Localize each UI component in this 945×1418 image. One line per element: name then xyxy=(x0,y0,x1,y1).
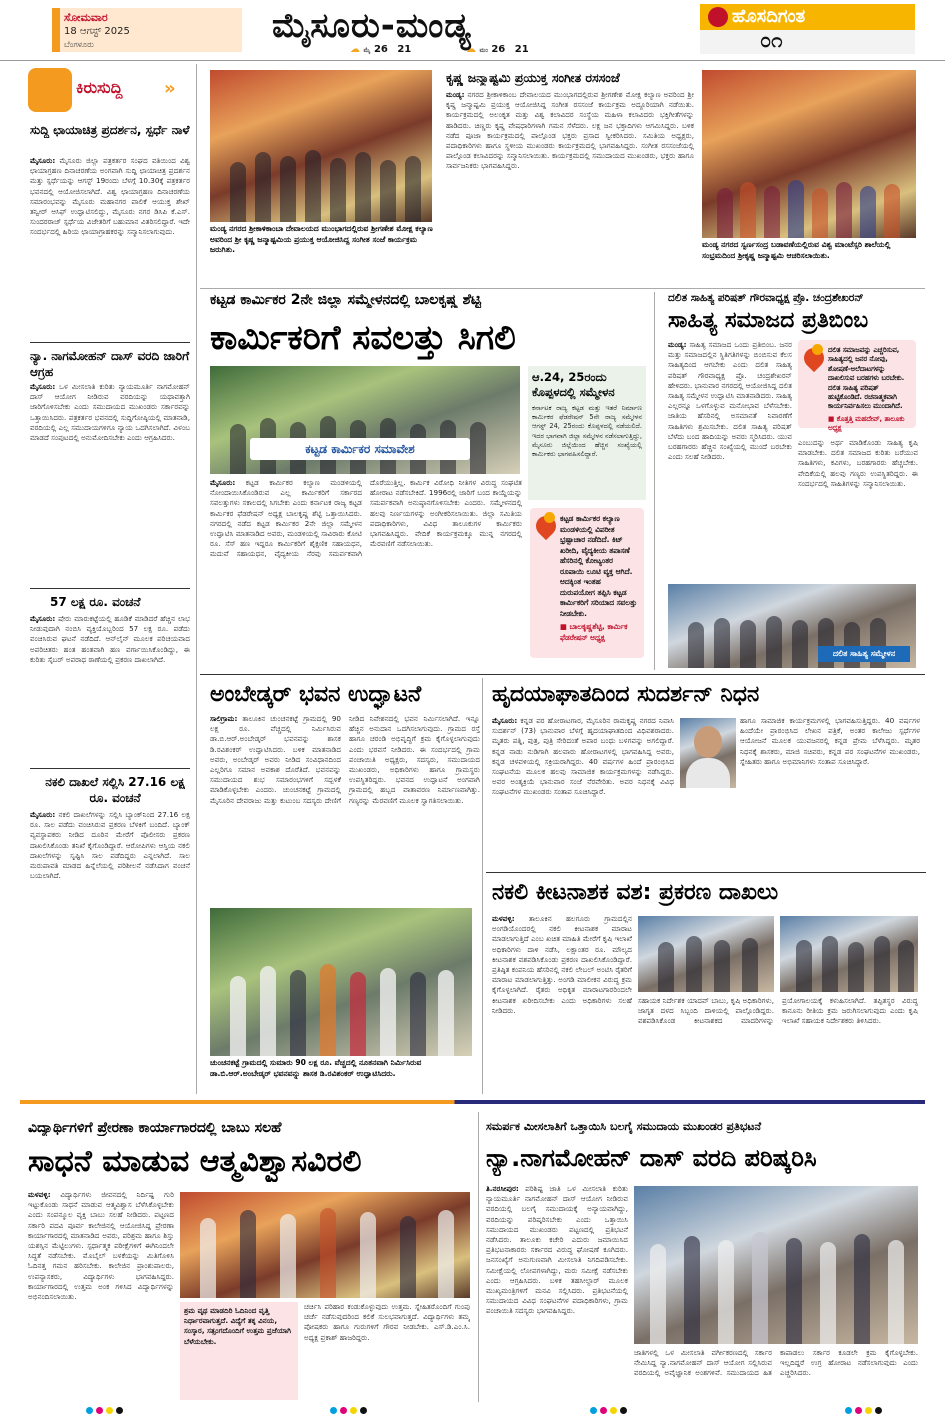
babu-kicker: ವಿದ್ಯಾರ್ಥಿಗಳಿಗೆ ಪ್ರೇರಣಾ ಕಾರ್ಯಾಗಾರದಲ್ಲಿ ಬಾಬು ಸಲಹೆ xyxy=(28,1120,282,1136)
brand-name: ಹೊಸದಿಗಂತ xyxy=(732,6,806,27)
brief-item-title: ನ್ಯಾ. ನಾಗಮೋಹನ್ ದಾಸ್ ವರದಿ ಜಾರಿಗೆ ಆಗ್ರಹ xyxy=(30,349,190,379)
labour-banner: ಕಟ್ಟಡ ಕಾರ್ಮಿಕರ ಸಮಾವೇಶ xyxy=(250,438,470,460)
babu-body-cont: ಚರ್ಚಿಸಿ ಪರಿಹಾರ ಕಂಡುಕೊಳ್ಳುವುದು ಉತ್ತಮ. ಸ್ನೇಹಿತರೊಂದಿಗೆ ಗುಂಪು ಚರ್ಚೆ ನಡೆಸುವುದರಿಂದ ಕಲಿಕೆ ಸುಲಭವಾಗುತ್ತದೆ. ವಿದ್ಯಾರ್ಥಿಗಳು ತಮ್ಮ ಪೋಷಕರು ಹಾಗೂ ಗುರುಗಳಿಗೆ ಗೌರವ ನೀಡಬೇಕು. ಎಸ್.ಡಿ.ಎಂ.ಸಿ. ಅಧ್ಯಕ್ಷ ಪ್ರಕಾಶ್ ಹಾಜರಿದ್ದರು. xyxy=(304,1302,470,1342)
literature-quote-box xyxy=(798,340,916,433)
brief-label-bar xyxy=(28,68,183,112)
babu-quote-box xyxy=(180,1302,298,1400)
literature-body-cont: ಎಂಬುದನ್ನು ಅರ್ಥ ಮಾಡಿಕೊಂಡು ಸಾಹಿತ್ಯ ಕೃಷಿ ಮಾಡಬೇಕು. ದಲಿತ ಸಮಾಜದ ಕುರಿತು ಬರೆಯುವ ಸಾಹಿತಿಗಳು, ಕವಿಗಳು, ಬರಹಗಾರರು ಹೆಚ್ಚಬೇಕು. ವೇದಿಕೆಯಲ್ಲಿ ಹಲವು ಗಣ್ಯರು ಉಪಸ್ಥಿತರಿದ್ದರು. ಈ ಸಂದರ್ಭದಲ್ಲಿ ಸಾಹಿತಿಗಳನ್ನು ಸನ್ಮಾನಿಸಲಾಯಿತು. xyxy=(798,438,918,488)
pesticide-body: ಮಳವಳ್ಳಿ: ತಾಲೂಕಿನ ಹಲಗೂರು ಗ್ರಾಮದಲ್ಲಿನ ಅಂಗಡಿಯೊಂದರಲ್ಲಿ ನಕಲಿ ಕೀಟನಾಶಕ ಮಾರಾಟ ಮಾಡಲಾಗುತ್ತಿದೆ ಎಂಬ ಖಚಿತ ಮಾಹಿತಿ ಮೇರೆಗೆ ಕೃಷಿ ಇಲಾಖೆ ಅಧಿಕಾರಿಗಳು ದಾಳಿ ನಡೆಸಿ, ಲಕ್ಷಾಂತರ ರೂ. ಮೌಲ್ಯದ ಕೀಟನಾಶಕ ವಶಪಡಿಸಿಕೊಂಡು ಪ್ರಕರಣ ದಾಖಲಿಸಿಕೊಂಡಿದ್ದಾರೆ. ಪ್ರತಿಷ್ಠಿತ ಕಂಪನಿಯ ಹೆಸರಿನಲ್ಲಿ ನಕಲಿ ಲೇಬಲ್ ಅಂಟಿಸಿ ರೈತರಿಗೆ ಮಾರಾಟ ಮಾಡಲಾಗುತ್ತಿತ್ತು. ಅಂಗಡಿ ಮಾಲೀಕನ ವಿರುದ್ಧ ಕ್ರಮ ಕೈಗೊಳ್ಳಲಾಗಿದೆ. ರೈತರು ಅಧಿಕೃತ ಮಾರಾಟಗಾರರಿಂದಲೇ ಕೀಟನಾಶಕ ಖರೀದಿಸಬೇಕು ಎಂದು ಅಧಿಕಾರಿಗಳು ಸಲಹೆ ನೀಡಿದರು. xyxy=(492,914,632,1015)
sudarshan-body-cont: ಹಾಗೂ ಸಾಮಾಜಿಕ ಕಾರ್ಯಕ್ರಮಗಳಲ್ಲಿ ಭಾಗವಹಿಸುತ್ತಿದ್ದರು. 40 ವರ್ಷಗಳ ಹಿಂದೆಯೇ ಪ್ರಾರಂಭಿಸಿದ ಲೇಖನ ಪತ್ರಿಕೆ, ಅಂತರ ಕಾಲೇಜು ಸ್ಪರ್ಧೆಗಳ ಆಯೋಜನೆ ಮೂಲಕ ಯುವಜನರಲ್ಲಿ ಕನ್ನಡ ಪ್ರೇಮ ಬೆಳೆಸಿದ್ದರು. ಮೃತರ ನಿಧನಕ್ಕೆ ಶಾಸಕರು, ಮಾಜಿ ಸಚಿವರು, ಕನ್ನಡ ಪರ ಸಂಘಟನೆಗಳ ಮುಖಂಡರು, ಸ್ನೇಹಿತರು ಹಾಗೂ ಅಭಿಮಾನಿಗಳು ಸಂತಾಪ ಸೂಚಿಸಿದ್ದಾರೆ. xyxy=(740,716,920,766)
pesticide-photo-1 xyxy=(638,916,774,992)
ambedkar-body: ಸಾಲಿಗ್ರಾಮ: ತಾಲೂಕಿನ ಚುಂಚನಕಟ್ಟೆ ಗ್ರಾಮದಲ್ಲಿ 90 ಲಕ್ಷ ರೂ. ವೆಚ್ಚದಲ್ಲಿ ನಿರ್ಮಿಸಿರುವ ಡಾ.ಬಿ.ಆರ್.ಅಂಬೇಡ್ಕರ್ ಭವನವನ್ನು ಶಾಸಕ ಡಿ.ರವಿಶಂಕರ್ ಉದ್ಘಾಟಿಸಿದರು. ಬಳಿಕ ಮಾತನಾಡಿದ ಅವರು, ಅಂಬೇಡ್ಕರ್ ಅವರು ನೀಡಿದ ಸಂವಿಧಾನದಿಂದ ಎಲ್ಲರಿಗೂ ಸಮಾನ ಅವಕಾಶ ದೊರೆತಿದೆ. ಭವನವನ್ನು ಸಮುದಾಯದ ಶುಭ ಸಮಾರಂಭಗಳಿಗೆ ಸದ್ಬಳಕೆ ಮಾಡಿಕೊಳ್ಳಬೇಕು ಎಂದರು. ಚುಂಚನಕಟ್ಟೆ ಗ್ರಾಮದಲ್ಲಿ ಮೈಸೂರಿನ ದೇವರಾಜು ಮತ್ತು ಕುಟುಂಬ ಸದಸ್ಯರು ದೇಣಿಗೆ ನೀಡಿದ ನಿವೇಶನದಲ್ಲಿ ಭವನ ನಿರ್ಮಿಸಲಾಗಿದೆ. ಇನ್ನೂ ಹೆಚ್ಚಿನ ಅನುದಾನ ಒದಗಿಸಲಾಗುವುದು. ಗ್ರಾಮದ ರಸ್ತೆ ಹಾಗೂ ಚರಂಡಿ ಅಭಿವೃದ್ಧಿಗೆ ಕ್ರಮ ಕೈಗೊಳ್ಳಲಾಗುವುದು ಎಂದು ಭರವಸೆ ನೀಡಿದರು. ಈ ಸಂದರ್ಭದಲ್ಲಿ ಗ್ರಾಮ ಪಂಚಾಯಿತಿ ಅಧ್ಯಕ್ಷರು, ಸದಸ್ಯರು, ಸಮುದಾಯದ ಮುಖಂಡರು, ಅಧಿಕಾರಿಗಳು ಹಾಗೂ ಗ್ರಾಮಸ್ಥರು ಉಪಸ್ಥಿತರಿದ್ದರು. ಭವನದ ಉದ್ಘಾಟನೆ ಅಂಗವಾಗಿ ಗ್ರಾಮದಲ್ಲಿ ಹಬ್ಬದ ವಾತಾವರಣ ನಿರ್ಮಾಣವಾಗಿತ್ತು. ಗಣ್ಯರನ್ನು ಮೆರವಣಿಗೆ ಮೂಲಕ ಸ್ವಾಗತಿಸಲಾಯಿತು. xyxy=(210,714,480,805)
labour-quote-box xyxy=(530,508,644,658)
brief-item-body: ಮೈಸೂರು: ಮೈಸೂರು ಜಿಲ್ಲಾ ಪತ್ರಕರ್ತರ ಸಂಘದ ವತಿಯಿಂದ ವಿಶ್ವ ಛಾಯಾಗ್ರಹಣ ದಿನಾಚರಣೆಯ ಅಂಗವಾಗಿ ಸುದ್ದಿ ಛಾಯಾಚಿತ್ರ ಪ್ರದರ್ಶನ ಮತ್ತು ಸ್ಪರ್ಧೆಯನ್ನು ಆಗಸ್ಟ್ 19ರಂದು ಬೆಳಗ್ಗೆ 10.30ಕ್ಕೆ ಪತ್ರಕರ್ತರ ಭವನದಲ್ಲಿ ಆಯೋಜಿಸಲಾಗಿದೆ. ವಿಶ್ವ ಛಾಯಾಗ್ರಹಣ ದಿನಾಚರಣೆಯ ಸಮಾರಂಭವನ್ನು ಮೈಸೂರು ಮಹಾನಗರ ಪಾಲಿಕೆ ಆಯುಕ್ತ ಶೇಖ್ ತನ್ವೀರ್ ಆಸಿಫ್ ಉದ್ಘಾಟಿಸಲಿದ್ದು, ಮೈಸೂರು ನಗರ ಡಿಸಿಪಿ ಕೆ.ಎಸ್. ಸುಂದರರಾಜ್ ಸ್ಪರ್ಧೆಯ ವಿಜೇತರಿಗೆ ಬಹುಮಾನ ವಿತರಿಸಲಿದ್ದಾರೆ. ಇದೇ ಸಂದರ್ಭದಲ್ಲಿ ಹಿರಿಯ ಛಾಯಾಗ್ರಾಹಕರನ್ನು ಸನ್ಮಾನಿಸಲಾಗುವುದು. xyxy=(30,156,190,237)
page-number: ೦೧ xyxy=(760,28,783,52)
weather-mandya xyxy=(466,44,529,55)
krishna-photo-caption: ಮಂಡ್ಯ ನಗರದ ಶ್ರೀಕಾಳಿಕಾಂಬಾ ದೇವಾಲಯದ ಮುಂಭಾಗದಲ್ಲಿರುವ ಶ್ರೀಗಣೇಶ ಮೋಕ್ಷ ಕಲ್ಯಾಣ ಅವರಿಂದ ಶ್ರೀ ಕೃಷ್ಣ ಜನ್ಮಾಷ್ಟಮಿಯ ಪ್ರಯುಕ್ತ ಆಯೋಜಿಸಿದ್ದ ಸಂಗೀತ ಸಂಜೆ ಕಾರ್ಯಕ್ರಮ ಜರುಗಿತು. xyxy=(210,224,433,254)
literature-quote: ದಲಿತ ಸಮಾಜವನ್ನು ಎಚ್ಚರಿಸುವ, ಸಾಹಿತ್ಯದಲ್ಲಿ ಜನರ ನೋವು, ಶೋಷಣೆ-ಅಲೆದಾಟಗಳನ್ನು ದಾಖಲಿಸುವ ಬರಹಗಳು ಬರಬೇಕು. ದಲಿತ ಸಾಹಿತ್ಯ ಪರಿಷತ್ ಹುಟ್ಟಿಕೊಂಡಿದೆ. ರಚನಾತ್ಮಕವಾಗಿ ಕಾರ್ಯನಿರ್ವಹಿಸಲು ಮುಂದಾಗಿದೆ. xyxy=(828,346,905,411)
labour-quote-by: ■ ಬಾಲಕೃಷ್ಣಶೆಟ್ಟಿ, ಕಾರ್ಮಿಕ ಫೆಡರೇಷನ್ ಅಧ್ಯಕ್ಷ xyxy=(560,622,628,642)
weather-place: ಮಂ xyxy=(479,47,488,54)
brief-item-body: ಮೈಸೂರು: ಷೇರು ಮಾರುಕಟ್ಟೆಯಲ್ಲಿ ಹೂಡಿಕೆ ಮಾಡಿದರೆ ಹೆಚ್ಚಿನ ಲಾಭ ನೀಡುವುದಾಗಿ ನಂಬಿಸಿ ವ್ಯಕ್ತಿಯೊಬ್ಬರಿಂದ 57 ಲಕ್ಷ ರೂ. ಪಡೆದು ವಂಚಿಸಿರುವ ಘಟನೆ ನಡೆದಿದೆ. ಆನ್‌ಲೈನ್ ಮೂಲಕ ಪರಿಚಯವಾದ ಅಪರಿಚಿತರು ಹಂತ ಹಂತವಾಗಿ ಹಣ ವರ್ಗಾಯಿಸಿಕೊಂಡಿದ್ದು, ಈ ಕುರಿತು ಸೈಬರ್ ಅಪರಾಧ ಠಾಣೆಯಲ್ಲಿ ಪ್ರಕರಣ ದಾಖಲಾಗಿದೆ. xyxy=(30,614,190,664)
brand-logo-icon xyxy=(708,7,728,27)
brief-item-title: 57 ಲಕ್ಷ ರೂ. ವಂಚನೆ xyxy=(50,595,141,609)
brand-box xyxy=(700,4,915,54)
labour-rally-photo xyxy=(210,366,520,474)
weather-min: 21 xyxy=(514,44,529,55)
registration-marks-right xyxy=(590,1407,627,1414)
registration-marks-far-right xyxy=(845,1407,882,1414)
brief-item-title: ನಕಲಿ ದಾಖಲೆ ಸಲ್ಲಿಸಿ 27.16 ಲಕ್ಷ ರೂ. ವಂಚನೆ xyxy=(45,775,185,805)
literature-quote-by: ■ ಕೊತ್ತತ್ತಿ ಮಹದೇವ್, ತಾಲೂಕು ಅಧ್ಯಕ್ಷ xyxy=(828,414,905,433)
krishna-title: ಕೃಷ್ಣ ಜನ್ಮಾಷ್ಟಮಿ ಪ್ರಯುಕ್ತ ಸಂಗೀತ ರಸಸಂಜೆ xyxy=(446,70,620,85)
labour-side-body: ಕರ್ನಾಟಕ ರಾಜ್ಯ ಕಟ್ಟಡ ಮತ್ತು ಇತರೆ ನಿರ್ಮಾಣ ಕಾರ್ಮಿಕರ ಫೆಡರೇಷನ್ 5ನೇ ರಾಜ್ಯ ಸಮ್ಮೇಳನ ಆಗಸ್ಟ್ 24, 25ರಂದು ಕೊಪ್ಪಳದಲ್ಲಿ ನಡೆಯಲಿದೆ. ಇದರ ಭಾಗವಾಗಿ ಜಿಲ್ಲಾ ಸಮ್ಮೇಳನ ನಡೆಸಲಾಗುತ್ತಿದ್ದು, ಮೈಸೂರು ಜಿಲ್ಲೆಯಿಂದ ಹೆಚ್ಚಿನ ಸಂಖ್ಯೆಯಲ್ಲಿ ಕಾರ್ಮಿಕರು ಭಾಗವಹಿಸಲಿದ್ದಾರೆ. xyxy=(532,404,642,459)
edition-title: ಮೈಸೂರು-ಮಂಡ್ಯ xyxy=(272,6,472,46)
sudarshan-headline: ಹೃದಯಾಘಾತದಿಂದ ಸುದರ್ಶನ್ ನಿಧನ xyxy=(492,682,760,707)
weather-max: 26 xyxy=(373,44,388,55)
babu-body: ಮಳವಳ್ಳಿ: ವಿದ್ಯಾರ್ಥಿಗಳು ಜೀವನದಲ್ಲಿ ನಿರ್ದಿಷ್ಟ ಗುರಿ ಇಟ್ಟುಕೊಂಡು ಸಾಧನೆ ಮಾಡುವ ಆತ್ಮವಿಶ್ವಾಸ ಬೆಳೆಸಿಕೊಳ್ಳಬೇಕು ಎಂದು ಸಂಪನ್ಮೂಲ ವ್ಯಕ್ತಿ ಬಾಬು ಸಲಹೆ ನೀಡಿದರು. ಪಟ್ಟಣದ ಸರ್ಕಾರಿ ಪದವಿ ಪೂರ್ವ ಕಾಲೇಜಿನಲ್ಲಿ ಆಯೋಜಿಸಿದ್ದ ಪ್ರೇರಣಾ ಕಾರ್ಯಾಗಾರದಲ್ಲಿ ಮಾತನಾಡಿದ ಅವರು, ಪರಿಶ್ರಮ ಹಾಗೂ ಶಿಸ್ತು ಯಶಸ್ಸಿನ ಮೆಟ್ಟಿಲುಗಳು. ಸ್ಪರ್ಧಾತ್ಮಕ ಪರೀಕ್ಷೆಗಳಿಗೆ ಈಗಿನಿಂದಲೇ ಸಿದ್ಧತೆ ನಡೆಸಬೇಕು. ಮೊಬೈಲ್ ಬಳಕೆಯನ್ನು ಮಿತಿಗೊಳಿಸಿ ಓದಿನತ್ತ ಗಮನ ಹರಿಸಬೇಕು. ಕಾಲೇಜಿನ ಪ್ರಾಂಶುಪಾಲರು, ಉಪನ್ಯಾಸಕರು, ವಿದ್ಯಾರ್ಥಿಗಳು ಭಾಗವಹಿಸಿದ್ದರು. ಕಾರ್ಯಾಗಾರದಲ್ಲಿ ಉತ್ತಮ ಅಂಕ ಗಳಿಸಿದ ವಿದ್ಯಾರ್ಥಿಗಳನ್ನು ಅಭಿನಂದಿಸಲಾಯಿತು. xyxy=(28,1190,174,1302)
literature-headline: ಸಾಹಿತ್ಯ ಸಮಾಜದ ಪ್ರತಿಬಿಂಬ xyxy=(668,308,869,333)
reservation-kicker: ಸಮರ್ಪಕ ಮೀಸಲಾತಿಗೆ ಒತ್ತಾಯಿಸಿ ಬಲಗೈ ಸಮುದಾಯ ಮುಖಂಡರ ಪ್ರತಿಭಟನೆ xyxy=(486,1120,762,1133)
babu-workshop-photo xyxy=(180,1192,470,1298)
registration-marks-center xyxy=(330,1407,367,1414)
cloud-icon: ☁ xyxy=(350,44,360,55)
city: ಬೆಂಗಳೂರು xyxy=(64,40,94,49)
krishna-photo2-caption: ಮಂಡ್ಯ ನಗರದ ಸ್ವರ್ಣಸಂದ್ರ ಬಡಾವಣೆಯಲ್ಲಿರುವ ವಿಶ್ವ ಮಾಂಟೆಸ್ಸರಿ ಶಾಲೆಯಲ್ಲಿ ಸಂಭ್ರಮದಿಂದ ಶ್ರೀಕೃಷ್ಣ ಜನ್ಮಾಷ್ಟಮಿ ಆಚರಿಸಲಾಯಿತು. xyxy=(702,240,891,260)
labour-side-title: ಆ.24, 25ರಂದು ಕೊಪ್ಪಳದಲ್ಲಿ ಸಮ್ಮೇಳನ xyxy=(532,370,615,399)
sudarshan-portrait xyxy=(680,718,736,788)
ambedkar-caption: ಚುಂಚನಕಟ್ಟೆ ಗ್ರಾಮದಲ್ಲಿ ಸುಮಾರು 90 ಲಕ್ಷ ರೂ. ವೆಚ್ಚದಲ್ಲಿ ನೂತನವಾಗಿ ನಿರ್ಮಿಸಿರುವ ಡಾ.ಬಿ.ಆರ್.ಅಂಬೇಡ್ಕರ್ ಭವನವನ್ನು ಶಾಸಕ ಡಿ.ರವಿಶಂಕರ್ ಉದ್ಘಾಟಿಸಿದರು. xyxy=(210,1058,422,1078)
labour-headline: ಕಾರ್ಮಿಕರಿಗೆ ಸವಲತ್ತು ಸಿಗಲಿ xyxy=(210,318,516,358)
pesticide-body-cont: ಸಹಾಯಕ ನಿರ್ದೇಶಕ ಯಾದವ್ ಬಾಬು, ಕೃಷಿ ಅಧಿಕಾರಿಗಳು, ಜಾಗೃತ ದಳದ ಸಿಬ್ಬಂದಿ ದಾಳಿಯಲ್ಲಿ ಪಾಲ್ಗೊಂಡಿದ್ದರು. ವಶಪಡಿಸಿಕೊಂಡ ಕೀಟನಾಶಕದ ಮಾದರಿಗಳನ್ನು ಪ್ರಯೋಗಾಲಯಕ್ಕೆ ಕಳುಹಿಸಲಾಗಿದೆ. ತಪ್ಪಿತಸ್ಥರ ವಿರುದ್ಧ ಕಾನೂನು ರೀತಿಯ ಕ್ರಮ ಜರುಗಿಸಲಾಗುವುದು ಎಂದು ಕೃಷಿ ಇಲಾಖೆ ಸಹಾಯಕ ನಿರ್ದೇಶಕರು ತಿಳಿಸಿದರು. xyxy=(638,996,918,1026)
weekday: ಸೋಮವಾರ xyxy=(64,11,108,24)
reservation-body: ತಿ.ನರಸೀಪುರ: ಪರಿಶಿಷ್ಟ ಜಾತಿ ಒಳ ಮೀಸಲಾತಿ ಕುರಿತು ನ್ಯಾಯಮೂರ್ತಿ ನಾಗಮೋಹನ್ ದಾಸ್ ಆಯೋಗ ನೀಡಿರುವ ವರದಿಯಲ್ಲಿ ಬಲಗೈ ಸಮುದಾಯಕ್ಕೆ ಅನ್ಯಾಯವಾಗಿದ್ದು, ವರದಿಯನ್ನು ಪರಿಷ್ಕರಿಸಬೇಕು ಎಂದು ಒತ್ತಾಯಿಸಿ ಸಮುದಾಯದ ಮುಖಂಡರು ಪಟ್ಟಣದಲ್ಲಿ ಪ್ರತಿಭಟನೆ ನಡೆಸಿದರು. ತಾಲೂಕು ಕಚೇರಿ ಎದುರು ಜಮಾಯಿಸಿದ ಪ್ರತಿಭಟನಾಕಾರರು ಸರ್ಕಾರದ ವಿರುದ್ಧ ಘೋಷಣೆ ಕೂಗಿದರು. ಜನಸಂಖ್ಯೆಗೆ ಅನುಗುಣವಾಗಿ ಮೀಸಲಾತಿ ನಿಗದಿಪಡಿಸಬೇಕು. ಸಮೀಕ್ಷೆಯಲ್ಲಿ ಲೋಪಗಳಾಗಿದ್ದು, ಮರು ಸಮೀಕ್ಷೆ ನಡೆಸಬೇಕು ಎಂದು ಆಗ್ರಹಿಸಿದರು. ಬಳಿಕ ತಹಸೀಲ್ದಾರ್ ಮೂಲಕ ಮುಖ್ಯಮಂತ್ರಿಗಳಿಗೆ ಮನವಿ ಸಲ್ಲಿಸಿದರು. ಪ್ರತಿಭಟನೆಯಲ್ಲಿ ಸಮುದಾಯದ ವಿವಿಧ ಸಂಘಟನೆಗಳ ಪದಾಧಿಕಾರಿಗಳು, ಗ್ರಾಮ ಪಂಚಾಯಿತಿ ಸದಸ್ಯರು ಭಾಗವಹಿಸಿದ್ದರು. xyxy=(486,1184,628,1316)
babu-headline: ಸಾಧನೆ ಮಾಡುವ ಆತ್ಮವಿಶ್ವಾಸವಿರಲಿ xyxy=(28,1144,362,1179)
brief-column xyxy=(20,64,193,1094)
reservation-headline: ನ್ಯಾ.ನಾಗಮೋಹನ್ ದಾಸ್ ವರದಿ ಪರಿಷ್ಕರಿಸಿ xyxy=(486,1144,817,1172)
reservation-body-cont: ಜಾತಿಗಳಲ್ಲಿ ಒಳ ಮೀಸಲಾತಿ ವರ್ಗೀಕರಣದಲ್ಲಿ ಸರ್ಕಾರ ನೇಮಿಸಿದ್ದ ನ್ಯಾ.ನಾಗಮೋಹನ್ ದಾಸ್ ಆಯೋಗ ಸಲ್ಲಿಸಿರುವ ವರದಿಯಲ್ಲಿ ಅವೈಜ್ಞಾನಿಕ ಅಂಶಗಳಿವೆ. ಸಮುದಾಯದ ಹಿತ ಕಾಪಾಡಲು ಸರ್ಕಾರ ಕೂಡಲೇ ಕ್ರಮ ಕೈಗೊಳ್ಳಬೇಕು. ಇಲ್ಲದಿದ್ದರೆ ಉಗ್ರ ಹೋರಾಟ ನಡೆಸಲಾಗುವುದು ಎಂದು ಎಚ್ಚರಿಸಿದರು. xyxy=(634,1348,918,1378)
hand-icon xyxy=(28,68,72,112)
brief-item-body: ಮೈಸೂರು: ಒಳ ಮೀಸಲಾತಿ ಕುರಿತು ನ್ಯಾಯಮೂರ್ತಿ ನಾಗಮೋಹನ್ ದಾಸ್ ಆಯೋಗ ನೀಡಿರುವ ವರದಿಯನ್ನು ಯಥಾವತ್ತಾಗಿ ಜಾರಿಗೊಳಿಸಬೇಕು ಎಂದು ಸಮುದಾಯದ ಮುಖಂಡರು ಸರ್ಕಾರವನ್ನು ಒತ್ತಾಯಿಸಿದರು. ಪತ್ರಕರ್ತರ ಭವನದಲ್ಲಿ ಸುದ್ದಿಗೋಷ್ಠಿಯಲ್ಲಿ ಮಾತನಾಡಿ, ವರದಿಯಲ್ಲಿ ಎಲ್ಲ ಸಮುದಾಯಗಳಿಗೂ ನ್ಯಾಯ ಒದಗಿಸಲಾಗಿದೆ. ವಿಳಂಬ ಮಾಡದೆ ಸಂಪುಟದಲ್ಲಿ ಅನುಮೋದಿಸಬೇಕು ಎಂದು ಆಗ್ರಹಿಸಿದರು. xyxy=(30,382,190,443)
labour-body: ಮೈಸೂರು: ಕಟ್ಟಡ ಕಾರ್ಮಿಕರ ಕಲ್ಯಾಣ ಮಂಡಳಿಯಲ್ಲಿ ನೋಂದಾಯಿಸಿಕೊಂಡಿರುವ ಎಲ್ಲ ಕಾರ್ಮಿಕರಿಗೆ ಸರ್ಕಾರದ ಸವಲತ್ತುಗಳು ಸಕಾಲದಲ್ಲಿ ಸಿಗಬೇಕು ಎಂದು ಕರ್ನಾಟಕ ರಾಜ್ಯ ಕಟ್ಟಡ ಕಾರ್ಮಿಕರ ಫೆಡರೇಷನ್ ಅಧ್ಯಕ್ಷ ಬಾಲಕೃಷ್ಣ ಶೆಟ್ಟಿ ಒತ್ತಾಯಿಸಿದರು. ನಗರದಲ್ಲಿ ನಡೆದ ಕಟ್ಟಡ ಕಾರ್ಮಿಕರ 2ನೇ ಜಿಲ್ಲಾ ಸಮ್ಮೇಳನ ಉದ್ಘಾಟಿಸಿ ಮಾತನಾಡಿದ ಅವರು, ಮಂಡಳಿಯಲ್ಲಿ ಸಾವಿರಾರು ಕೋಟಿ ರೂ. ಸೆಸ್ ಹಣ ಇದ್ದರೂ ಕಾರ್ಮಿಕರಿಗೆ ಶೈಕ್ಷಣಿಕ ಸಹಾಯಧನ, ಮದುವೆ ಸಹಾಯಧನ, ವೈದ್ಯಕೀಯ ನೆರವು ಸಮರ್ಪಕವಾಗಿ ದೊರೆಯುತ್ತಿಲ್ಲ. ಕಾರ್ಮಿಕ ವಿರೋಧಿ ನೀತಿಗಳ ವಿರುದ್ಧ ಸಂಘಟಿತ ಹೋರಾಟ ನಡೆಸಬೇಕಿದೆ. 1996ರಲ್ಲಿ ಜಾರಿಗೆ ಬಂದ ಕಾಯ್ದೆಯನ್ನು ಸಮರ್ಪಕವಾಗಿ ಅನುಷ್ಠಾನಗೊಳಿಸಬೇಕು ಎಂದರು. ಸಮ್ಮೇಳನದಲ್ಲಿ ಹಲವು ನಿರ್ಣಯಗಳನ್ನು ಅಂಗೀಕರಿಸಲಾಯಿತು. ಜಿಲ್ಲಾ ಸಮಿತಿಯ ಪದಾಧಿಕಾರಿಗಳು, ವಿವಿಧ ತಾಲೂಕುಗಳ ಕಾರ್ಮಿಕರು ಭಾಗವಹಿಸಿದ್ದರು. ವೇದಿಕೆ ಕಾರ್ಯಕ್ರಮಕ್ಕೂ ಮುನ್ನ ನಗರದಲ್ಲಿ ಮೆರವಣಿಗೆ ನಡೆಸಲಾಯಿತು. xyxy=(210,478,522,559)
brief-item-body: ಮೈಸೂರು: ನಕಲಿ ದಾಖಲೆಗಳನ್ನು ಸಲ್ಲಿಸಿ ಬ್ಯಾಂಕ್‌ನಿಂದ 27.16 ಲಕ್ಷ ರೂ. ಸಾಲ ಪಡೆದು ವಂಚಿಸಿರುವ ಪ್ರಕರಣ ಬೆಳಕಿಗೆ ಬಂದಿದೆ. ಬ್ಯಾಂಕ್ ವ್ಯವಸ್ಥಾಪಕರು ನೀಡಿದ ದೂರಿನ ಮೇರೆಗೆ ಪೊಲೀಸರು ಪ್ರಕರಣ ದಾಖಲಿಸಿಕೊಂಡು ತನಿಖೆ ಕೈಗೊಂಡಿದ್ದಾರೆ. ಆರೋಪಿಗಳು ಆಸ್ತಿಯ ನಕಲಿ ದಾಖಲೆಗಳನ್ನು ಸೃಷ್ಟಿಸಿ ಸಾಲ ಪಡೆದಿದ್ದರು ಎನ್ನಲಾಗಿದೆ. ಸಾಲ ಮರುಪಾವತಿ ಮಾಡದ ಹಿನ್ನೆಲೆಯಲ್ಲಿ ಪರಿಶೀಲನೆ ನಡೆಸಿದಾಗ ವಂಚನೆ ಬಯಲಾಗಿದೆ. xyxy=(30,810,190,881)
literature-body: ಮಂಡ್ಯ: ಸಾಹಿತ್ಯ ಸಮಾಜದ ಒಂದು ಪ್ರತಿಬಿಂಬ. ಜನರ ಮತ್ತು ಸಮಾಜದಲ್ಲಿನ ಸ್ಥಿತಿಗತಿಗಳನ್ನು ಬಿಂಬಿಸುವ ಕೆಲಸ ಸಾಹಿತ್ಯದಿಂದ ಆಗಬೇಕು ಎಂದು ದಲಿತ ಸಾಹಿತ್ಯ ಪರಿಷತ್ ಗೌರವಾಧ್ಯಕ್ಷ ಪ್ರೊ. ಚಂದ್ರಶೇಖರನ್ ಹೇಳಿದರು. ಭಾನುವಾರ ನಗರದಲ್ಲಿ ಆಯೋಜಿಸಿದ್ದ ದಲಿತ ಸಾಹಿತ್ಯ ಸಮ್ಮೇಳನ ಉದ್ಘಾಟಿಸಿ ಮಾತನಾಡಿದರು. ಸಾಹಿತ್ಯ ಎಲ್ಲರನ್ನೂ ಒಳಗೊಳ್ಳುವ ಮನೋಭಾವ ಬೆಳೆಸಬೇಕು. ಜಾತಿಯ ಹೆಸರಿನಲ್ಲಿ ಅಸಮಾನತೆ ನಿವಾರಣೆಗೆ ಸಾಹಿತಿಗಳು ಶ್ರಮಿಸಬೇಕು. ದಲಿತ ಸಾಹಿತ್ಯ ಪರಿಷತ್ ಬೆಳೆದು ಬಂದ ಹಾದಿಯನ್ನು ಅವರು ಸ್ಮರಿಸಿದರು. ಯುವ ಬರಹಗಾರರು ಹೆಚ್ಚಿನ ಸಂಖ್ಯೆಯಲ್ಲಿ ಮುಂದೆ ಬರಬೇಕು ಎಂದು ಸಲಹೆ ನೀಡಿದರು. xyxy=(668,340,792,462)
babu-quote: ಶ್ರಮ ವೃಥ ಮಾಡದಿರಿ ಓದಿನಿಂದ ವೃತ್ತಿ ನಿರ್ಧಾರವಾಗುತ್ತದೆ. ವಿದ್ಯೆಗೆ ತಕ್ಕ ವಿನಯ, ಸಂಸ್ಕಾರ, ಸತ್ಸಂಗದೊಂದಿಗೆ ಉತ್ತಮ ಪ್ರಜೆಯಾಗಿ ಬೆಳೆಯಬೇಕು. xyxy=(184,1306,292,1346)
literature-kicker: ದಲಿತ ಸಾಹಿತ್ಯ ಪರಿಷತ್ ಗೌರವಾಧ್ಯಕ್ಷ ಪ್ರೊ. ಚಂದ್ರಶೇಖರನ್ xyxy=(668,292,864,304)
literature-banner: ದಲಿತ ಸಾಹಿತ್ಯ ಸಮ್ಮೇಳನ xyxy=(818,646,910,662)
krishna-photo-school xyxy=(702,70,916,238)
pesticide-photo-2 xyxy=(780,916,918,992)
weather-min: 21 xyxy=(397,44,412,55)
krishna-photo-temple xyxy=(210,70,432,222)
section-divider xyxy=(20,1100,925,1104)
brief-label: ಕಿರುಸುದ್ದಿ xyxy=(76,78,123,97)
ambedkar-headline: ಅಂಬೇಡ್ಕರ್ ಭವನ ಉದ್ಘಾಟನೆ xyxy=(210,682,422,707)
chevron-right-icon: » xyxy=(164,78,176,99)
labour-side-box xyxy=(528,366,646,500)
weather-mysuru xyxy=(350,44,411,55)
labour-kicker: ಕಟ್ಟಡ ಕಾರ್ಮಿಕರ 2ನೇ ಜಿಲ್ಲಾ ಸಮ್ಮೇಳನದಲ್ಲಿ ಬಾಲಕೃಷ್ಣ ಶೆಟ್ಟಿ xyxy=(210,292,482,308)
masthead xyxy=(0,0,945,58)
ambedkar-photo xyxy=(210,908,472,1056)
literature-event-photo xyxy=(668,584,916,668)
pesticide-headline: ನಕಲಿ ಕೀಟನಾಶಕ ವಶ: ಪ್ರಕರಣ ದಾಖಲು xyxy=(492,880,779,905)
cloud-icon: ☁ xyxy=(466,44,476,55)
weather-max: 26 xyxy=(491,44,506,55)
sudarshan-body: ಮೈಸೂರು: ಕನ್ನಡ ಪರ ಹೋರಾಟಗಾರ, ಮೈಸೂರಿನ ರಾಮಕೃಷ್ಣ ನಗರದ ನಿವಾಸಿ ಸುದರ್ಶನ್ (73) ಭಾನುವಾರ ಬೆಳಗ್ಗೆ ಹೃದಯಾಘಾತದಿಂದ ವಿಧಿವಶರಾದರು. ಮೃತರು ಪತ್ನಿ, ಪುತ್ರ, ಪುತ್ರಿ ಸೇರಿದಂತೆ ಅಪಾರ ಬಂಧು ಬಳಗವನ್ನು ಅಗಲಿದ್ದಾರೆ. ಕನ್ನಡ ನಾಡು ನುಡಿಗಾಗಿ ಹಲವಾರು ಹೋರಾಟಗಳಲ್ಲಿ ಭಾಗವಹಿಸಿದ್ದ ಅವರು, ಕನ್ನಡ ಚಳವಳಿಯಲ್ಲಿ ಸಕ್ರಿಯರಾಗಿದ್ದರು. 40 ವರ್ಷಗಳ ಹಿಂದೆ ಪ್ರಾರಂಭಿಸಿದ ಸಂಘಟನೆಯ ಮೂಲಕ ಹಲವು ಸಾಮಾಜಿಕ ಕಾರ್ಯಕ್ರಮಗಳನ್ನು ನಡೆಸಿದ್ದರು. ಅವರ ಅಂತ್ಯಕ್ರಿಯೆ ಭಾನುವಾರ ಸಂಜೆ ನೆರವೇರಿತು. ಅವರ ನಿಧನಕ್ಕೆ ವಿವಿಧ ಸಂಘಟನೆಗಳ ಮುಖಂಡರು ಸಂತಾಪ ಸೂಚಿಸಿದ್ದಾರೆ. xyxy=(492,716,674,797)
krishna-body: ಮಂಡ್ಯ: ನಗರದ ಶ್ರೀಕಾಳಿಕಾಂಬ ದೇವಾಲಯದ ಮುಂಭಾಗದಲ್ಲಿರುವ ಶ್ರೀಗಣೇಶ ಮೋಕ್ಷ ಕಲ್ಯಾಣ ಅವರಿಂದ ಶ್ರೀ ಕೃಷ್ಣ ಜನ್ಮಾಷ್ಟಮಿ ಪ್ರಯುಕ್ತ ಆಯೋಜಿಸಿದ್ದ ಸಂಗೀತ ರಸಸಂಜೆ ಕಾರ್ಯಕ್ರಮ ಅದ್ದೂರಿಯಾಗಿ ನಡೆಯಿತು. ಕಾರ್ಯಕ್ರಮದಲ್ಲಿ ಅಲಂಕೃತ ಮತ್ತು ವಿಶ್ವ ಕಲಾವಿದರ ಸಂಸ್ಥೆಯ ಮಹಿಳಾ ಕಲಾವಿದರು ಭಕ್ತಿಗೀತೆಗಳನ್ನು ಹಾಡಿದರು. ಚಿಣ್ಣರು ಕೃಷ್ಣ ವೇಷಧಾರಿಗಳಾಗಿ ಗಮನ ಸೆಳೆದರು. ಲಕ್ಷ ಜನ ಭಕ್ತಾದಿಗಳು ಆಗಮಿಸಿದ್ದರು. ಬಳಿಕ ನಡೆದ ಪೂಜಾ ಕಾರ್ಯಕ್ರಮದಲ್ಲಿ ಪಾಲ್ಗೊಂಡ ಭಕ್ತರು ಪ್ರಸಾದ ಸ್ವೀಕರಿಸಿದರು. ಸಮಿತಿಯ ಅಧ್ಯಕ್ಷರು, ಪದಾಧಿಕಾರಿಗಳು ಹಾಗೂ ಸ್ಥಳೀಯ ಮುಖಂಡರು ಕಾರ್ಯಕ್ರಮದಲ್ಲಿ ಭಾಗವಹಿಸಿದ್ದರು. ಸಂಗೀತ ರಸಸಂಜೆಯಲ್ಲಿ ಪಾಲ್ಗೊಂಡ ಕಲಾವಿದರನ್ನು ಸನ್ಮಾನಿಸಲಾಯಿತು. ಕಾರ್ಯಕ್ರಮದಲ್ಲಿ ಸಮುದಾಯದ ಮುಖಂಡರು, ಭಕ್ತರು ಹಾಗೂ ಸಾರ್ವಜನಿಕರು ಭಾಗವಹಿಸಿದ್ದರು. xyxy=(446,90,694,171)
registration-marks-left xyxy=(86,1407,123,1414)
weather-place: ಮೈ xyxy=(363,47,371,54)
reservation-protest-photo xyxy=(634,1186,918,1344)
date-box xyxy=(52,8,242,52)
issue-date: 18 ಆಗಸ್ಟ್ 2025 xyxy=(64,26,130,37)
labour-quote: ಕಟ್ಟಡ ಕಾರ್ಮಿಕರ ಕಲ್ಯಾಣ ಮಂಡಳಿಯಲ್ಲಿ ವಿಪರೀತ ಭ್ರಷ್ಟಾಚಾರ ನಡೆದಿದೆ. ಕಿಟ್ ಖರೀದಿ, ವೈದ್ಯಕೀಯ ತಪಾಸಣೆ ಹೆಸರಿನಲ್ಲಿ ಕೋಟ್ಯಂತರ ರೂಪಾಯಿ ಲೂಟಿ ವ್ಯಕ್ತ ಆಗಿದೆ. ಅದಕ್ಕಿಂತ ಇಂತಹ ದುರುಪಯೋಗ ತಪ್ಪಿಸಿ ಕಟ್ಟಡ ಕಾರ್ಮಿಕರಿಗೆ ಸರಿಯಾದ ಸವಲತ್ತು ನೀಡಬೇಕು. xyxy=(560,514,637,618)
brief-item-title: ಸುದ್ದಿ ಛಾಯಾಚಿತ್ರ ಪ್ರದರ್ಶನ, ಸ್ಪರ್ಧೆ ನಾಳೆ xyxy=(30,123,190,137)
